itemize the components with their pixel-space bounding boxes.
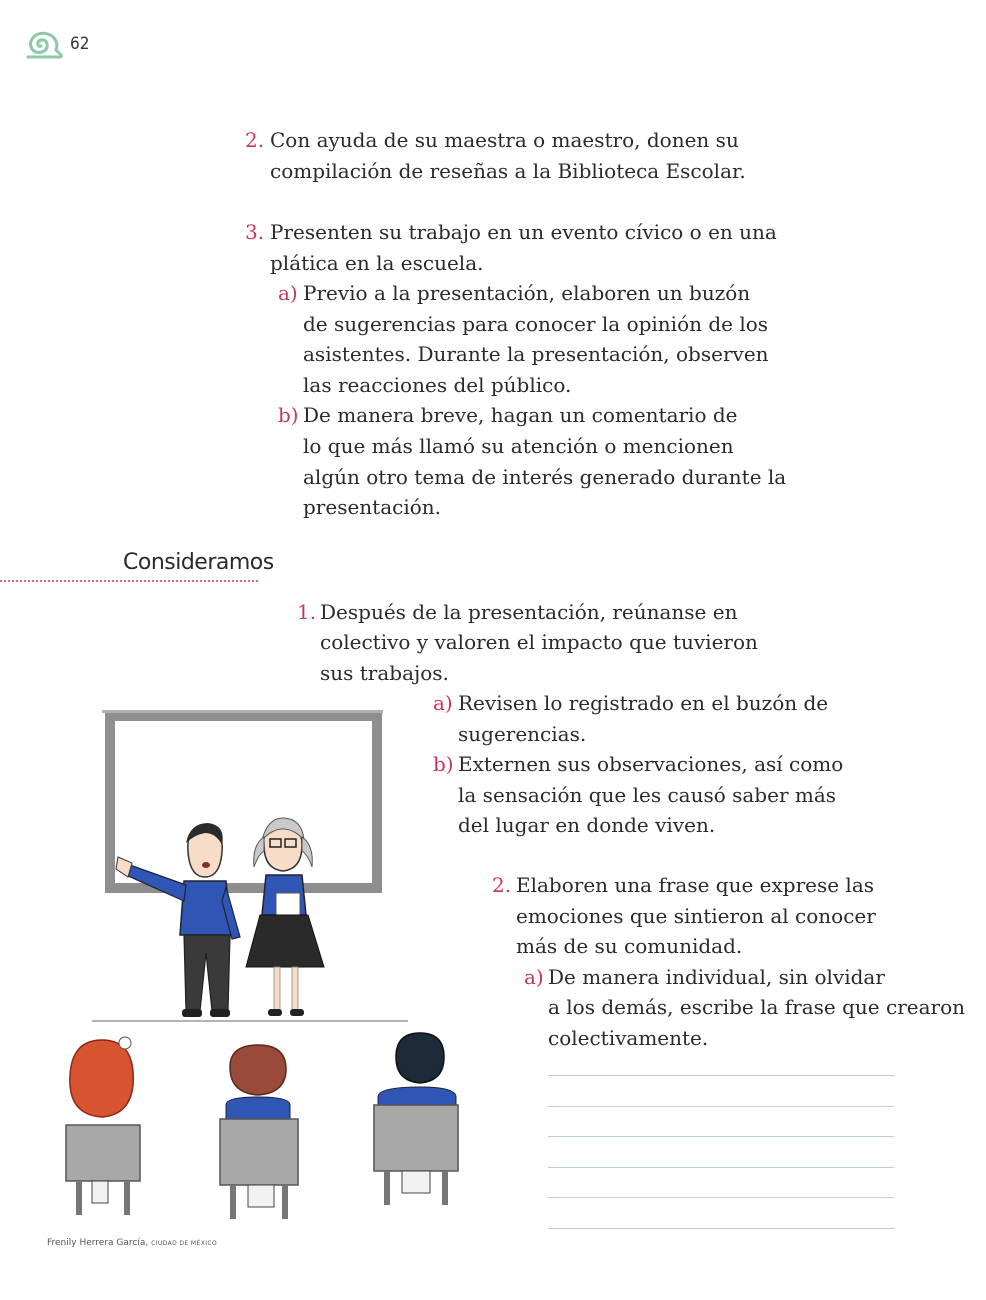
writing-line[interactable]	[548, 1075, 894, 1076]
subitem-text: del lugar en donde viven.	[458, 813, 716, 837]
subitem-text: lo que más llamó su atención o mencionen	[303, 434, 734, 458]
subitem-text: de sugerencias para conocer la opinión de los	[303, 312, 769, 336]
subitem-marker: a)	[524, 965, 544, 989]
writing-line[interactable]	[548, 1106, 894, 1107]
section-heading: Consideramos	[123, 550, 274, 575]
page-number: 62	[70, 34, 90, 54]
writing-line[interactable]	[548, 1167, 894, 1168]
subitem-text: a los demás, escribe la frase que crearon	[548, 995, 966, 1019]
subitem-text: sugerencias.	[458, 722, 587, 746]
item-text: Después de la presentación, reúnanse en	[320, 600, 738, 624]
writing-line[interactable]	[548, 1136, 894, 1137]
student-seated	[374, 1033, 458, 1205]
credit-place: CIUDAD DE MÉXICO	[151, 1240, 218, 1247]
subitem-marker: a)	[433, 691, 453, 715]
snail-icon	[26, 30, 64, 60]
subitem-text: asistentes. Durante la presentación, observen	[303, 342, 769, 366]
student-seated	[66, 1037, 140, 1215]
writing-line[interactable]	[548, 1197, 894, 1198]
item-text: compilación de reseñas a la Biblioteca Escolar.	[270, 159, 746, 183]
item-text: Elaboren una frase que exprese las	[516, 873, 875, 897]
subitem-text: colectivamente.	[548, 1026, 709, 1050]
item-marker: 2.	[492, 873, 512, 897]
item-text: plática en la escuela.	[270, 251, 484, 275]
item-marker: 3.	[245, 220, 265, 244]
illustration-credit	[47, 1238, 217, 1248]
item-text: sus trabajos.	[320, 661, 449, 685]
subitem-text: Revisen lo registrado en el buzón de	[458, 691, 829, 715]
subitem-marker: b)	[278, 403, 299, 427]
subitem-text: la sensación que les causó saber más	[458, 783, 837, 807]
subitem-text: De manera individual, sin olvidar	[548, 965, 885, 989]
item-text: emociones que sintieron al conocer	[516, 904, 876, 928]
item-text: colectivo y valoren el impacto que tuvieron	[320, 630, 758, 654]
subitem-text: presentación.	[303, 495, 442, 519]
writing-line[interactable]	[548, 1228, 894, 1229]
subitem-text: Previo a la presentación, elaboren un buzón	[303, 281, 751, 305]
item-text: Con ayuda de su maestra o maestro, donen su	[270, 128, 739, 152]
item-text: más de su comunidad.	[516, 934, 743, 958]
credit-name: Frenily Herrera García,	[47, 1238, 149, 1248]
item-marker: 1.	[297, 600, 317, 624]
subitem-text: algún otro tema de interés generado durante la	[303, 465, 787, 489]
item-text: Presenten su trabajo en un evento cívico o en una	[270, 220, 777, 244]
subitem-marker: b)	[433, 752, 454, 776]
subitem-text: Externen sus observaciones, así como	[458, 752, 844, 776]
subitem-text: De manera breve, hagan un comentario de	[303, 403, 738, 427]
subitem-marker: a)	[278, 281, 298, 305]
item-marker: 2.	[245, 128, 265, 152]
heading-divider	[0, 580, 258, 582]
student-seated	[220, 1045, 298, 1219]
subitem-text: las reacciones del público.	[303, 373, 572, 397]
classroom-illustration	[40, 705, 480, 1225]
